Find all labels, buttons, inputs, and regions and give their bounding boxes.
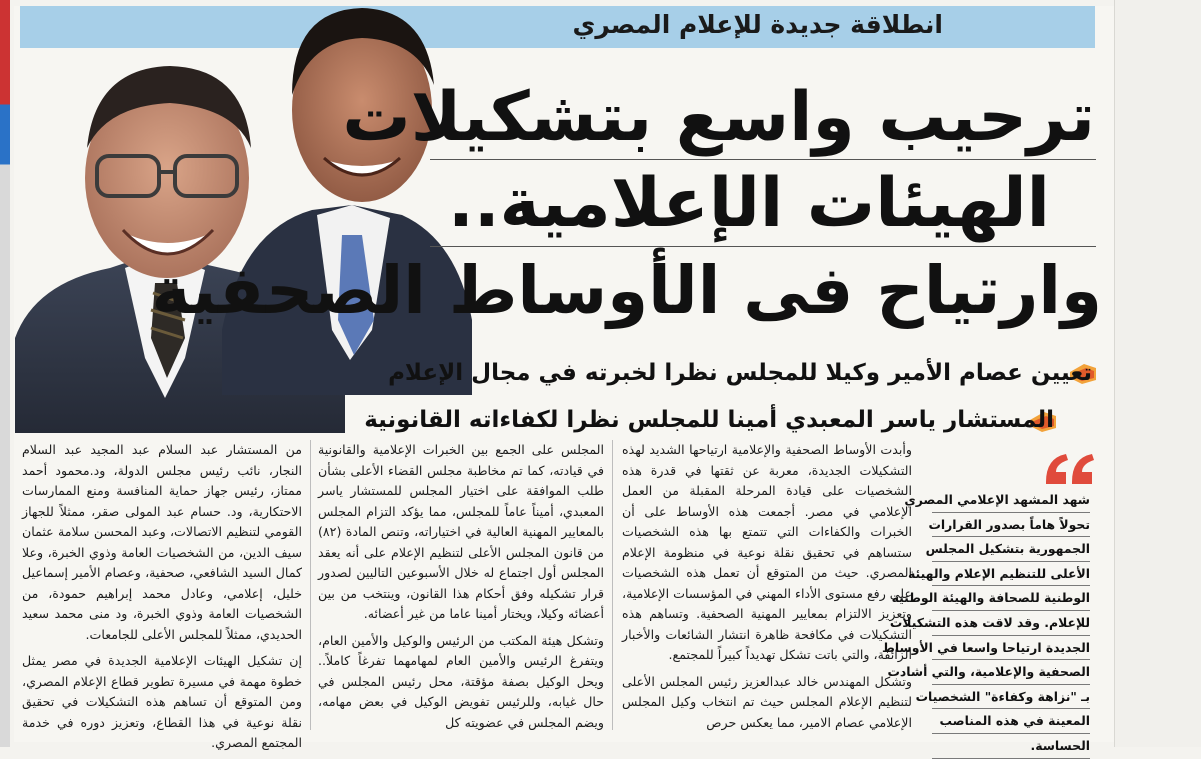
paragraph: من المستشار عبد السلام عبد المجيد عبد السلام النجار، نائب رئيس مجلس الدولة، ود.محمود أحمد ممتاز، رئيس جهاز حماية المنافسة ومنع الممارسات الاحتكارية، ود. حسام عبد المولى صقر، ممثلاً للجهاز القومي لتنظيم الاتصالات، وعبد المحسن سلامة عثمان سيف الدين، من الشخصيات العامة وذوي الخبرة، وعلا كمال السيد الشافعي، صحفية، وعصام الأمير إسماعيل خليل، إعلامي، وعادل محمد إبراهيم حمودة، من الشخصيات العامة وذوي الخبرة، ود منى محمد سعيد الحديدي، ممثلاً للمجلس الأعلى للجامعات. [22, 442, 302, 642]
paragraph: وتشكل المهندس خالد عبدالعزيز رئيس المجلس الأعلى لتنظيم الإعلام المجلس حيث تم انتخاب وكيل المجلس الإعلامي عصام الامير، مما يعكس حرص [622, 673, 912, 730]
left-edge-strip [0, 0, 10, 747]
pull-quote-line: تحولاً هاماً بصدور القرارات [932, 513, 1090, 538]
paragraph: وأبدت الأوساط الصحفية والإعلامية ارتياحها الشديد لهذه التشكيلات الجديدة، معربة عن ثقتها في قدرة هذه الشخصيات على قيادة المرحلة المقبلة من العمل الإعلامي في مصر. أجمعت هذه الأوساط على أن الخبرات والكفاءات التي تتمتع بها هذه الشخصيات ستساهم في تحقيق نقلة نوعية في منظومة الإعلام المصري. حيث من المتوقع أن تعمل هذه الشخصيات على رفع مستوى الأداء المهني في المؤسسات الإعلامية، وتعزيز الالتزام بمعايير المهنية الصحفية. وتساهم هذه التشكيلات في مكافحة ظاهرة انتشار الشائعات والأخبار الزائفة، والتي باتت تشكل تهديداً كبيراً للمجتمع. [622, 442, 912, 662]
pull-quote-line: للإعلام. وقد لاقت هذه التشكيلات [932, 611, 1090, 636]
right-margin [1114, 0, 1201, 747]
pull-quote-line: الجديدة ارتياحا واسعا في الأوساط [932, 636, 1090, 661]
pull-quote-line: الأعلى للتنظيم الإعلام والهيئة [932, 562, 1090, 587]
paragraph: وتشكل هيئة المكتب من الرئيس والوكيل والأمين العام، ويتفرغ الرئيس والأمين العام لمهامهما تفرغاً كاملاً.. ويحل الوكيل بصفة مؤقتة، محل رئيس المجلس في حال غيابه، وللرئيس تفويض الوكيل في بعض مهامه، ويضم المجلس في عضويته كل [318, 632, 604, 730]
column-divider [612, 440, 613, 730]
subhead-2: المستشار ياسر المعبدي أمينا للمجلس نظرا لكفاءاته القانونية [364, 407, 1054, 433]
article-column-1 [622, 440, 912, 730]
headline-rule-2 [430, 246, 1096, 247]
headline-line-2: الهيئات الإعلامية.. [447, 164, 1050, 243]
paragraph: المجلس على الجمع بين الخبرات الإعلامية والقانونية في قيادته، كما تم مخاطبة مجلس القضاء الأعلى بشأن طلب الموافقة على اختيار المجلس للمستشار ياسر المعبدي، أميناً عاماً للمجلس، مما يؤكد التزام المجلس بالمعايير المهنية العالية في اختياراته، وتنص المادة (٨٢) من قانون المجلس الأعلى لتنظيم الإعلام على أنه يعقد المجلس أول اجتماع له خلال الأسبوعين التاليين لصدور قرار تشكيله وفق أحكام هذا القانون، وينتخب من بين أعضائه وكيلا، ويختار أمينا عاما من غير أعضائه. [318, 442, 604, 621]
pull-quote-line: الصحفية والإعلامية، والتي أشادت [932, 660, 1090, 685]
column-divider [310, 440, 311, 730]
quote-mark-icon [1044, 452, 1096, 486]
pull-quote-line: بـ "نزاهة وكفاءة" الشخصيات [932, 685, 1090, 710]
pull-quote-line: الجمهورية بتشكيل المجلس [932, 537, 1090, 562]
pull-quote-line: المعينة في هذه المناصب [932, 709, 1090, 734]
photo-man-right [222, 0, 472, 395]
headline-line-1: ترحيب واسع بتشكيلات [342, 78, 1095, 157]
headline-line-3: وارتياح فى الأوساط الصحفية [151, 252, 1102, 329]
pull-quote-line: شهد المشهد الإعلامي المصري [932, 488, 1090, 513]
paragraph: إن تشكيل الهيئات الإعلامية الجديدة في مصر يمثل خطوة مهمة في مسيرة تطوير قطاع الإعلام المصري، ومن المتوقع أن تساهم هذه التشكيلات في تحقيق نقلة نوعية في هذا القطاع، وتعزيز دوره في خدمة المجتمع المصري. [22, 653, 302, 750]
kicker-text: انطلاقة جديدة للإعلام المصري [572, 10, 943, 39]
headline-rule-1 [430, 159, 1096, 160]
pull-quote [881, 488, 1090, 759]
pull-quote-line: الوطنية للصحافة والهيئة الوطنية [932, 586, 1090, 611]
article-column-3 [22, 440, 302, 750]
subhead-1: تعيين عصام الأمير وكيلا للمجلس نظرا لخبرته في مجال الإعلام [388, 360, 1092, 386]
article-column-2 [318, 440, 604, 730]
pull-quote-line: الحساسة. [932, 734, 1090, 759]
